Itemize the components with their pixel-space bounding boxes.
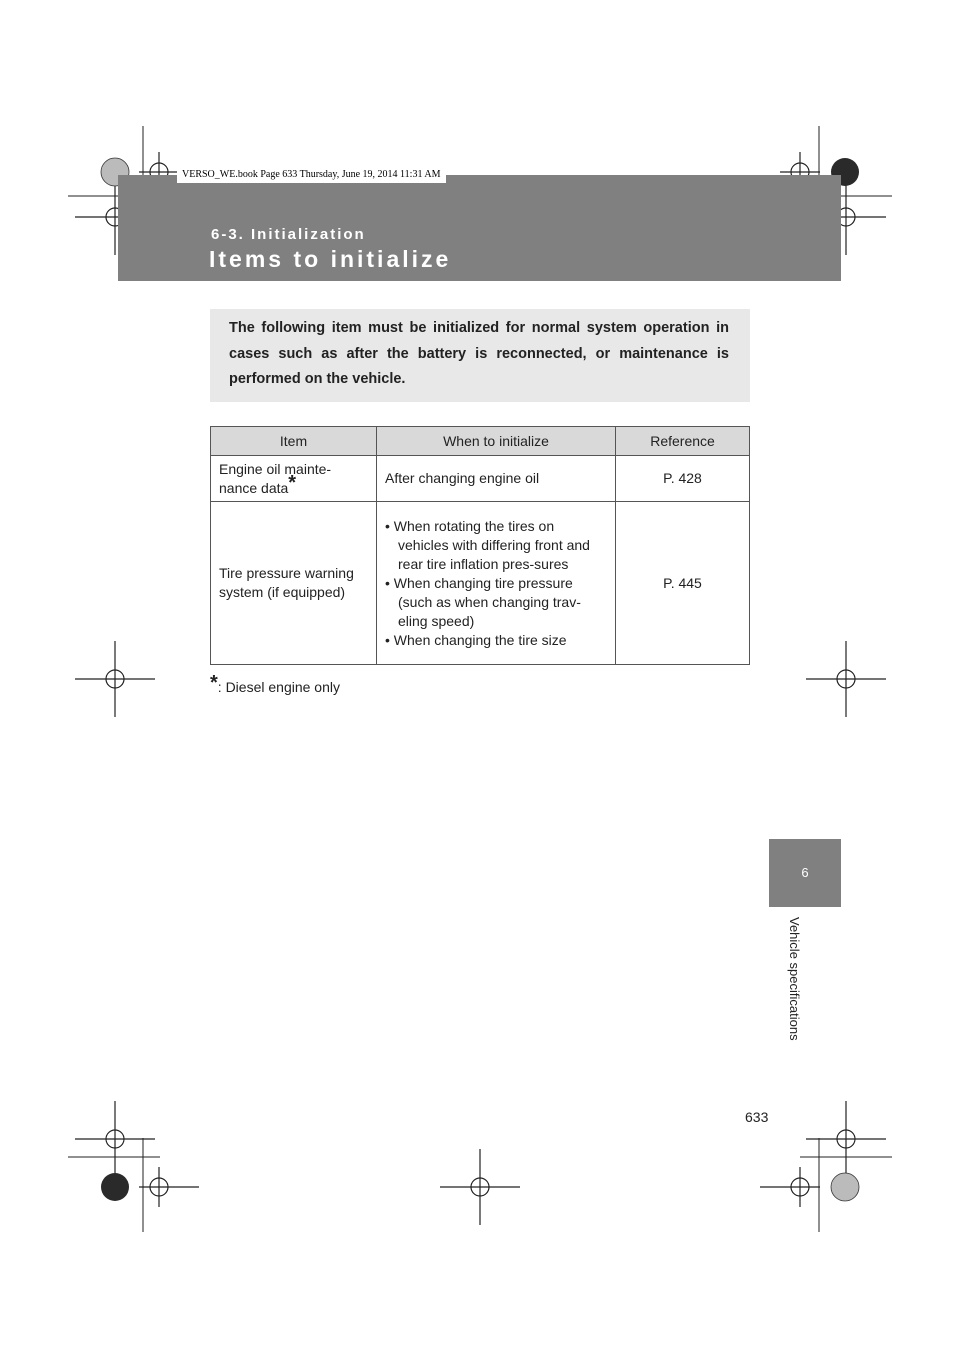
- cell-item: [211, 456, 377, 502]
- cell-reference: P. 445: [616, 502, 750, 665]
- section-label: 6-3. Initialization: [211, 226, 366, 243]
- cell-item: Tire pressure warning system (if equipped): [211, 502, 377, 665]
- page-title: Items to initialize: [209, 246, 452, 272]
- header-when: When to initialize: [377, 427, 616, 456]
- chapter-label: Vehicle specifications: [787, 917, 802, 1041]
- cell-when: [377, 502, 616, 665]
- list-item: • When changing tire pressure (such as when changing trav-eling speed): [385, 574, 581, 629]
- header-reference: Reference: [616, 427, 750, 456]
- item-text: Engine oil mainte-nance data: [219, 460, 332, 496]
- chapter-tab: [769, 839, 841, 907]
- cell-when: After changing engine oil: [377, 456, 616, 502]
- footnote: [210, 672, 340, 695]
- page-number: 633: [745, 1109, 769, 1125]
- initialization-table: [210, 426, 750, 665]
- intro-box: [210, 309, 750, 402]
- footnote-star: *: [210, 672, 218, 694]
- cell-reference: P. 428: [616, 456, 750, 502]
- footnote-marker: *: [288, 471, 297, 494]
- header-item: Item: [211, 427, 377, 456]
- list-item: • When changing the tire size: [385, 631, 567, 648]
- when-list: [385, 517, 607, 650]
- chapter-number: 6: [801, 865, 809, 880]
- table-row: [211, 502, 750, 665]
- table-header-row: [211, 427, 750, 456]
- file-stamp: VERSO_WE.book Page 633 Thursday, June 19, 2014 11:31 AM: [177, 166, 446, 183]
- intro-text: The following item must be initialized for normal system operation in cases such as after the battery is reconnected, or maintenance is performed on the vehicle.: [229, 320, 729, 387]
- list-item: • When rotating the tires on vehicles with differing front and rear tire inflation pres-sures: [385, 517, 590, 572]
- footnote-text: : Diesel engine only: [217, 679, 340, 695]
- table-row: [211, 456, 750, 502]
